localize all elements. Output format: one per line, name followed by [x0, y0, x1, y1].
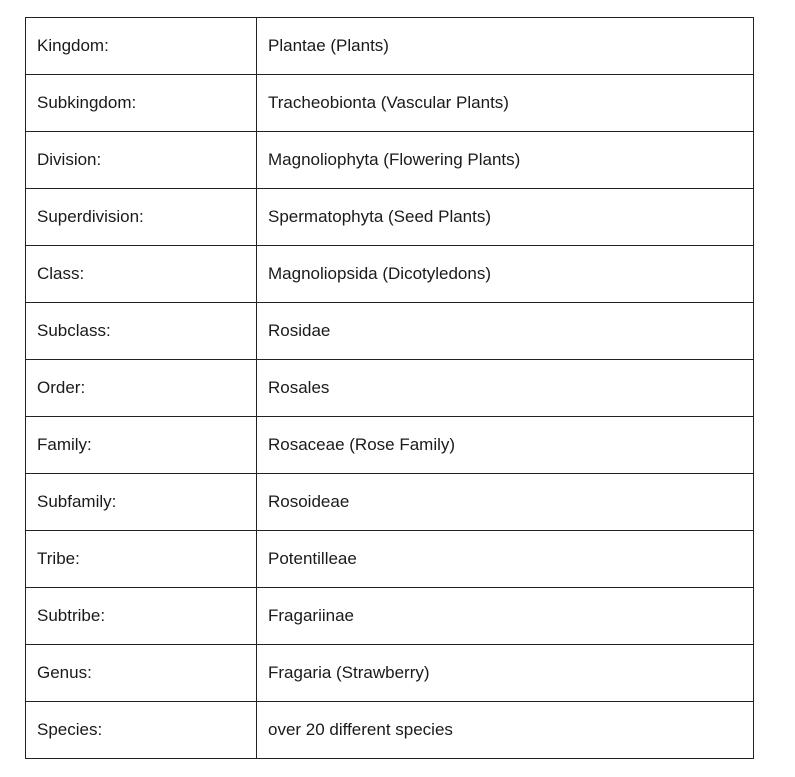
rank-value: Rosoideae [257, 474, 754, 531]
rank-value: Magnoliophyta (Flowering Plants) [257, 132, 754, 189]
rank-label: Species: [26, 702, 257, 759]
rank-label: Subclass: [26, 303, 257, 360]
table-row [26, 132, 754, 189]
rank-label: Genus: [26, 645, 257, 702]
taxonomy-table [25, 17, 754, 759]
table-row [26, 303, 754, 360]
rank-value: Magnoliopsida (Dicotyledons) [257, 246, 754, 303]
rank-label: Subtribe: [26, 588, 257, 645]
table-row [26, 531, 754, 588]
rank-label: Kingdom: [26, 18, 257, 75]
rank-value: Plantae (Plants) [257, 18, 754, 75]
rank-value: Potentilleae [257, 531, 754, 588]
table-row [26, 702, 754, 759]
table-row [26, 645, 754, 702]
table-row [26, 18, 754, 75]
rank-label: Family: [26, 417, 257, 474]
rank-label: Subkingdom: [26, 75, 257, 132]
rank-value: over 20 different species [257, 702, 754, 759]
table-row [26, 588, 754, 645]
rank-label: Division: [26, 132, 257, 189]
rank-label: Superdivision: [26, 189, 257, 246]
table-row [26, 474, 754, 531]
rank-value: Spermatophyta (Seed Plants) [257, 189, 754, 246]
table-row [26, 189, 754, 246]
table-row [26, 75, 754, 132]
rank-label: Subfamily: [26, 474, 257, 531]
table-row [26, 246, 754, 303]
rank-label: Tribe: [26, 531, 257, 588]
rank-value: Tracheobionta (Vascular Plants) [257, 75, 754, 132]
rank-value: Rosales [257, 360, 754, 417]
rank-value: Fragaria (Strawberry) [257, 645, 754, 702]
table-row [26, 360, 754, 417]
rank-value: Rosidae [257, 303, 754, 360]
rank-label: Class: [26, 246, 257, 303]
rank-value: Fragariinae [257, 588, 754, 645]
table-row [26, 417, 754, 474]
rank-value: Rosaceae (Rose Family) [257, 417, 754, 474]
rank-label: Order: [26, 360, 257, 417]
